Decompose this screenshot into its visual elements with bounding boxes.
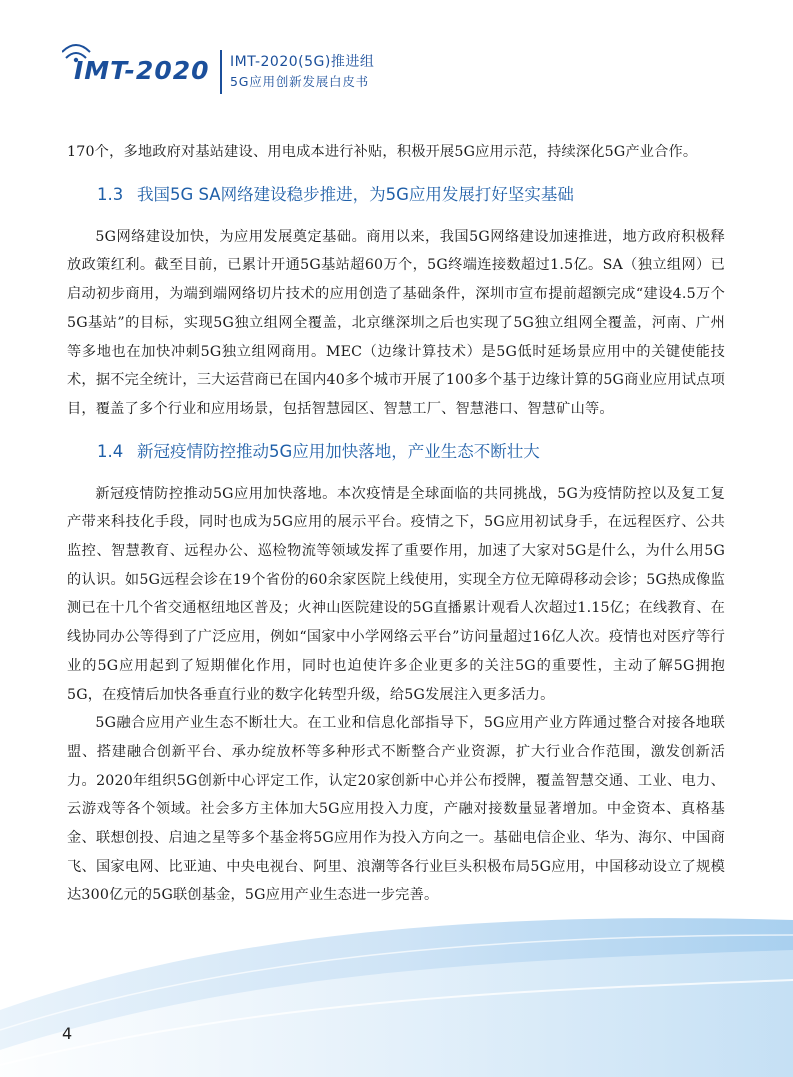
section-number: 1.4 (97, 441, 124, 461)
main-content (67, 138, 725, 910)
logo-text: IMT-2020 (74, 56, 210, 85)
section-1-4-paragraph-1: 新冠疫情防控推动5G应用加快落地。本次疫情是全球面临的共同挑战，5G为疫情防控以及复工复产带来科技化手段，同时也成为5G应用的展示平台。疫情之下，5G应用初试身手，在远程医疗、公共监控、智慧教育、远程办公、巡检物流等领域发挥了重要作用，加速了大家对5G是什么，为什么用5G的认识。如5G远程会诊在19个省份的60余家医院上线使用，实现全方位无障碍移动会诊；5G热成像监测已在十几个省交通枢纽地区普及；火神山医院建设的5G直播累计观看人次超过1.15亿；在线教育、在线协同办公等得到了广泛应用，例如“国家中小学网络云平台”访问量超过16亿人次。疫情也对医疗等行业的5G应用起到了短期催化作用，同时也迫使许多企业更多的关注5G的重要性，主动了解5G拥抱5G，在疫情后加快各垂直行业的数字化转型升级，给5G发展注入更多活力。 (67, 485, 725, 703)
footer-wave-decoration (0, 880, 793, 1077)
section-heading-1-4 (97, 438, 725, 466)
header-divider (220, 50, 222, 94)
imt2020-logo (62, 42, 212, 98)
header-title: IMT-2020(5G)推进组 (230, 54, 375, 70)
section-1-3-paragraph: 5G网络建设加快，为应用发展奠定基础。商用以来，我国5G网络建设加速推进，地方政府积极释放政策红利。截至目前，已累计开通5G基站超60万个，5G终端连接数超过1.5亿。SA（独立组网）已启动初步商用，为端到端网络切片技术的应用创造了基础条件，深圳市宣布提前超额完成“建设4.5万个5G基站”的目标，实现5G独立组网全覆盖，北京继深圳之后也实现了5G独立组网全覆盖，河南、广州等多地也在加快冲刺5G独立组网商用。MEC（边缘计算技术）是5G低时延场景应用中的关键使能技术，据不完全统计，三大运营商已在国内40多个城市开展了100多个基于边缘计算的5G商业应用试点项目，覆盖了多个行业和应用场景，包括智慧园区、智慧工厂、智慧港口、智慧矿山等。 (67, 228, 725, 417)
section-title: 新冠疫情防控推动5G应用加快落地，产业生态不断壮大 (137, 441, 540, 461)
intro-paragraph: 170个，多地政府对基站建设、用电成本进行补贴，积极开展5G应用示范，持续深化5G产业合作。 (67, 144, 698, 160)
section-heading-1-3 (97, 181, 725, 209)
section-1-4-paragraph-2: 5G融合应用产业生态不断壮大。在工业和信息化部指导下，5G应用产业方阵通过整合对接各地联盟、搭建融合创新平台、承办绽放杯等多种形式不断整合产业资源，扩大行业合作范围，激发创新活力。2020年组织5G创新中心评定工作，认定20家创新中心并公布授牌，覆盖智慧交通、工业、电力、云游戏等各个领域。社会多方主体加大5G应用投入力度，产融对接数量显著增加。中金资本、真格基金、联想创投、启迪之星等多个基金将5G应用作为投入方向之一。基础电信企业、华为、海尔、中国商飞、国家电网、比亚迪、中央电视台、阿里、浪潮等各行业巨头积极布局5G应用，中国移动设立了规模达300亿元的5G联创基金，5G应用产业生态进一步完善。 (67, 715, 725, 904)
section-number: 1.3 (97, 184, 124, 204)
section-title: 我国5G SA网络建设稳步推进，为5G应用发展打好坚实基础 (137, 184, 574, 204)
header-subtitle: 5G应用创新发展白皮书 (230, 74, 369, 89)
page-header (0, 0, 793, 110)
page-number: 4 (62, 1024, 73, 1043)
